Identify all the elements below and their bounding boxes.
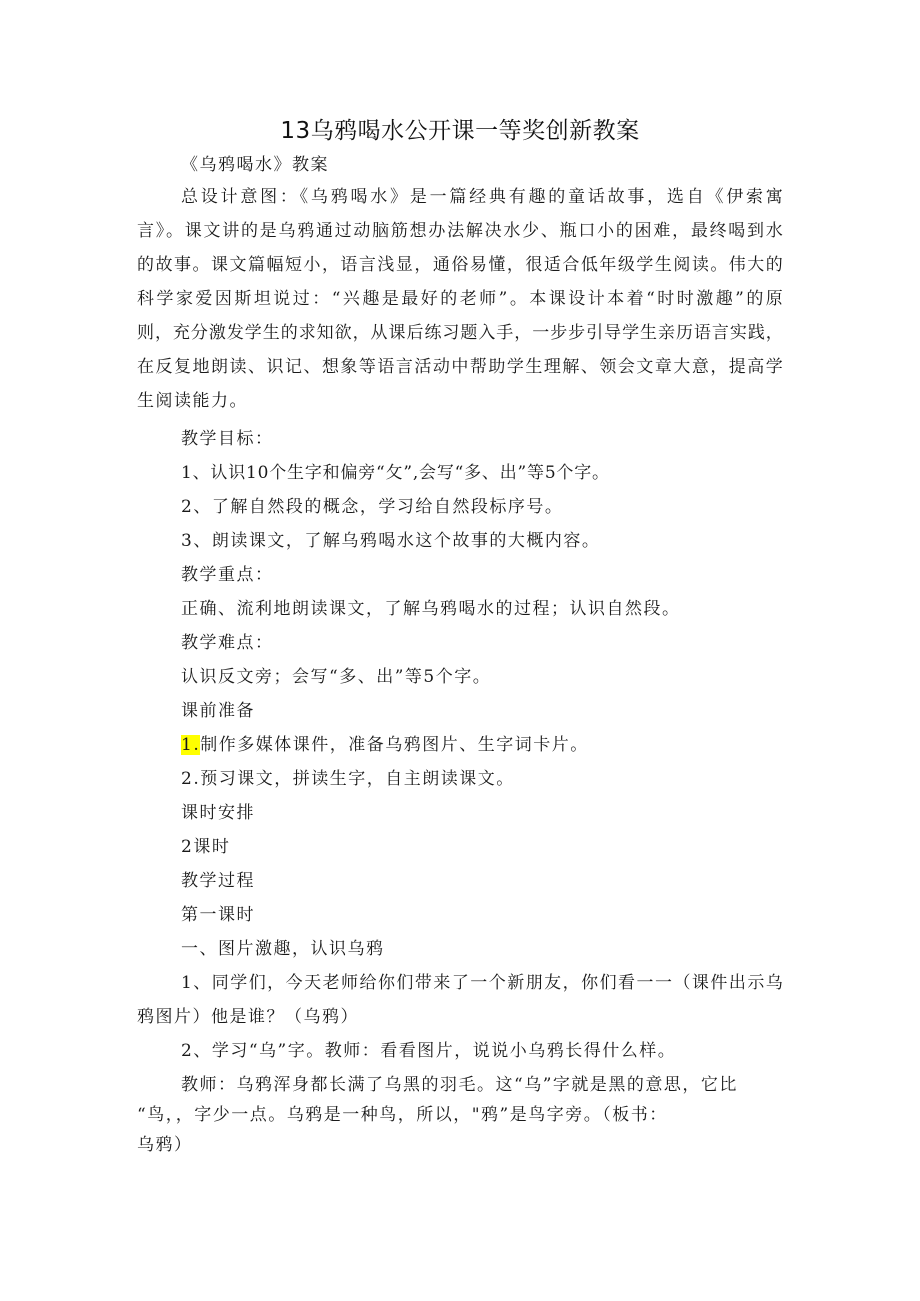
process-heading: 教学过程: [181, 871, 255, 891]
prep-item: 2.预习课文，拼读生字，自主朗读课文。: [181, 769, 515, 789]
key-points-text: 正确、流利地朗读课文，了解乌鸦喝水的过程；认识自然段。: [181, 599, 681, 619]
intro-line: 生阅读能力。: [137, 391, 248, 411]
key-points-heading: 教学重点：: [181, 565, 274, 585]
lesson-subtitle: 《乌鸦喝水》教案: [181, 155, 329, 175]
objectives-heading: 教学目标：: [181, 429, 274, 449]
objective-item: 1、认识10个生字和偏旁“攵”,会写“多、出”等5个字。: [181, 463, 610, 483]
highlighted-number: 1.: [181, 735, 201, 755]
lesson-one-heading: 第一课时: [181, 905, 255, 925]
section-one-heading: 一、图片激趣，认识乌鸦: [181, 939, 385, 959]
intro-line: 言》。课文讲的是乌鸦通过动脑筋想办法解决水少、瓶口小的困难，最终喝到水: [137, 221, 783, 241]
intro-line: 总设计意图：《乌鸦喝水》是一篇经典有趣的童话故事，选自《伊索寓: [181, 187, 783, 207]
prep-heading: 课前准备: [181, 701, 255, 721]
step-line: 1、同学们，今天老师给你们带来了一个新朋友，你们看一一（课件出示乌: [181, 973, 783, 993]
step-line: 2、学习“乌”字。教师：看看图片，说说小乌鸦长得什么样。: [181, 1041, 677, 1061]
teacher-line: “鸟，，字少一点。乌鸦是一种鸟，所以，"鸦”是鸟字旁。（板书：: [137, 1105, 668, 1125]
objective-item: 3、朗读课文，了解乌鸦喝水这个故事的大概内容。: [181, 531, 601, 551]
intro-line: 在反复地朗读、识记、想象等语言活动中帮助学生理解、领会文章大意，提高学: [137, 357, 783, 377]
teacher-line: 教师：乌鸦浑身都长满了乌黑的羽毛。这“乌”字就是黑的意思，它比: [181, 1075, 738, 1095]
teacher-line: 乌鸦）: [137, 1135, 193, 1155]
schedule-heading: 课时安排: [181, 803, 255, 823]
difficulty-heading: 教学难点：: [181, 633, 274, 653]
difficulty-text: 认识反文旁；会写“多、出”等5个字。: [181, 667, 492, 687]
objective-item: 2、了解自然段的概念，学习给自然段标序号。: [181, 497, 564, 517]
schedule-text: 2课时: [181, 837, 231, 857]
step-line: 鸦图片）他是谁？（乌鸦）: [137, 1007, 359, 1027]
intro-line: 则，充分激发学生的求知欲，从课后练习题入手，一步步引导学生亲历语言实践，: [137, 323, 783, 343]
intro-line: 的故事。课文篇幅短小，语言浅显，通俗易懂，很适合低年级学生阅读。伟大的: [137, 255, 783, 275]
prep-item-text: 制作多媒体课件，准备乌鸦图片、生字词卡片。: [200, 735, 589, 755]
document-title: 13乌鸦喝水公开课一等奖创新教案: [280, 118, 640, 144]
prep-item: [181, 735, 589, 755]
intro-line: 科学家爱因斯坦说过：“兴趣是最好的老师”。本课设计本着“时时激趣”的原: [137, 289, 783, 309]
